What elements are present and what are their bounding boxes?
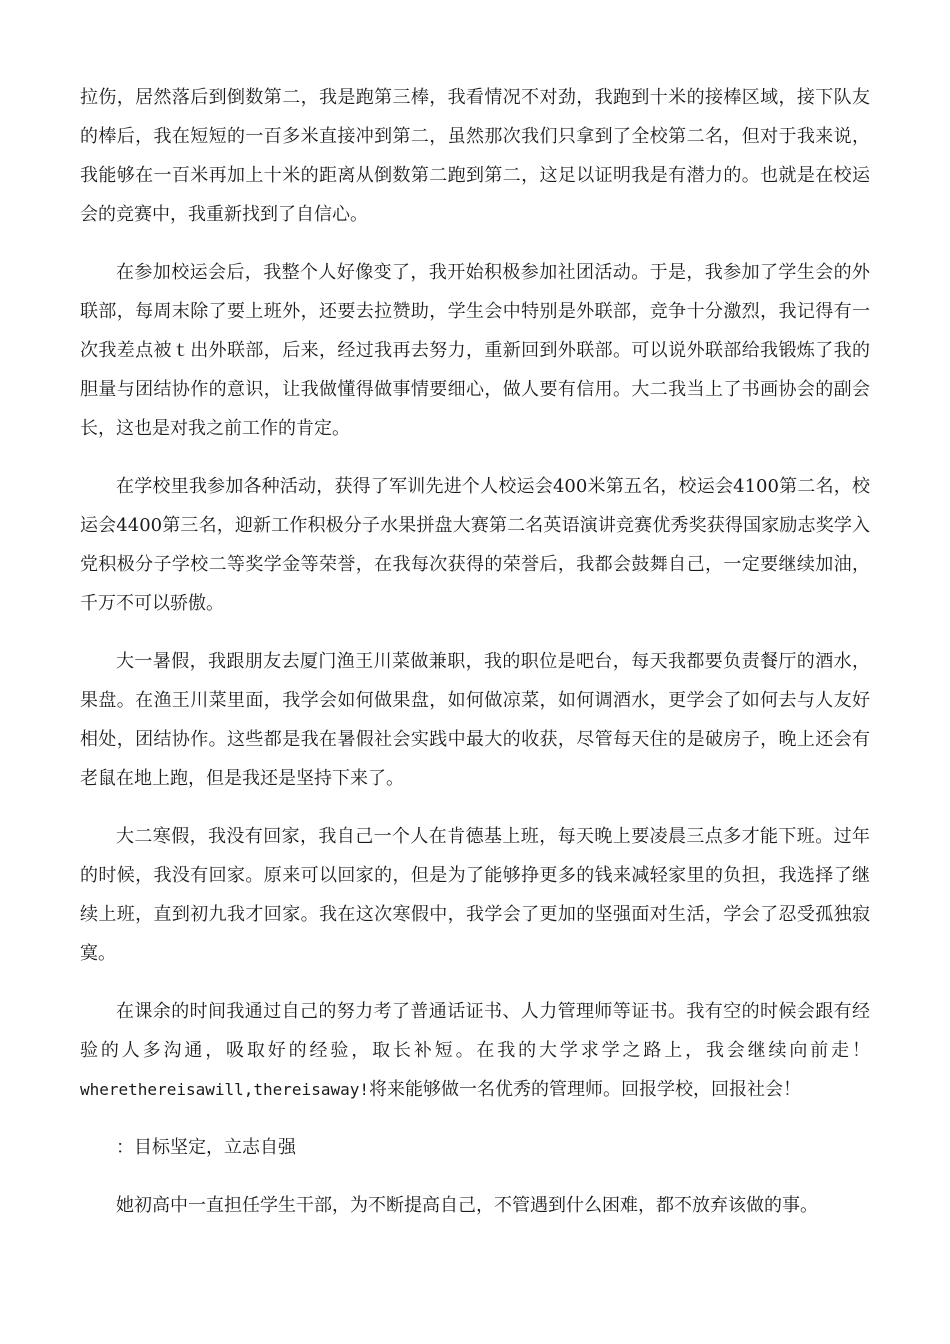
paragraph-sports-meet: 拉伤，居然落后到倒数第二，我是跑第三棒，我看情况不对劲，我跑到十米的接棒区域，接下队友的棒后，我在短短的一百多米直接冲到第二，虽然那次我们只拿到了全校第二名，但对于我来说，我能够在一百米再加上十米的距离从倒数第二跑到第二，这足以证明我是有潜力的。也就是在校运会的竞赛中，我重新找到了自信心。 <box>80 87 870 225</box>
paragraph-summer-job: 大一暑假，我跟朋友去厦门渔王川菜做兼职，我的职位是吧台，每天我都要负责餐厅的酒水，果盘。在渔王川菜里面，我学会如何做果盘，如何做凉菜，如何调酒水，更学会了如何去与人友好相处，团结协作。这些都是我在暑假社会实践中最大的收获，尽管每天住的是破房子，晚上还会有老鼠在地上跑，但是我还是坚持下来了。 <box>80 651 870 789</box>
paragraph-student-cadre: 她初高中一直担任学生干部，为不断提高自己，不管遇到什么困难，都不放弃该做的事。 <box>116 1195 818 1216</box>
section-heading: ：目标坚定，立志自强 <box>116 1137 296 1158</box>
paragraph-awards: 在学校里我参加各种活动，获得了军训先进个人校运会400米第五名，校运会4100第二名，校运会4400第三名，迎新工作积极分子水果拼盘大赛第二名英语演讲竞赛优秀奖获得国家励志奖学入党积极分子学校二等奖学金等荣誉，在我每次获得的荣誉后，我都会鼓舞自己，一定要继续加油，千万不可以骄傲。 <box>80 476 870 614</box>
motto-text: wherethereisawill,thereisaway! <box>80 1080 369 1099</box>
certificates-text: 在课余的时间我通过自己的努力考了普通话证书、人力管理师等证书。我有空的时候会跟有经验的人多沟通，吸取好的经验，取长补短。在我的大学求学之路上，我会继续向前走！ <box>80 1001 870 1061</box>
paragraph-winter-job: 大二寒假，我没有回家，我自己一个人在肯德基上班，每天晚上要凌晨三点多才能下班。过年的时候，我没有回家。原来可以回家的，但是为了能够挣更多的钱来减轻家里的负担，我选择了继续上班，直到初九我才回家。我在这次寒假中，我学会了更加的坚强面对生活，学会了忍受孤独寂寞。 <box>80 826 870 964</box>
document-body <box>80 78 870 1244</box>
paragraph-certificates <box>80 992 870 1109</box>
paragraph-student-union: 在参加校运会后，我整个人好像变了，我开始积极参加社团活动。于是，我参加了学生会的外联部，每周末除了要上班外，还要去拉赞助，学生会中特别是外联部，竞争十分激烈，我记得有一次我差点被ｔ出外联部，后来，经过我再去努力，重新回到外联部。可以说外联部给我锻炼了我的胆量与团结协作的意识，让我做懂得做事情要细心，做人要有信用。大二我当上了书画协会的副会长，这也是对我之前工作的肯定。 <box>80 262 870 439</box>
certificates-closing: 将来能够做一名优秀的管理师。回报学校，回报社会！ <box>368 1079 801 1100</box>
